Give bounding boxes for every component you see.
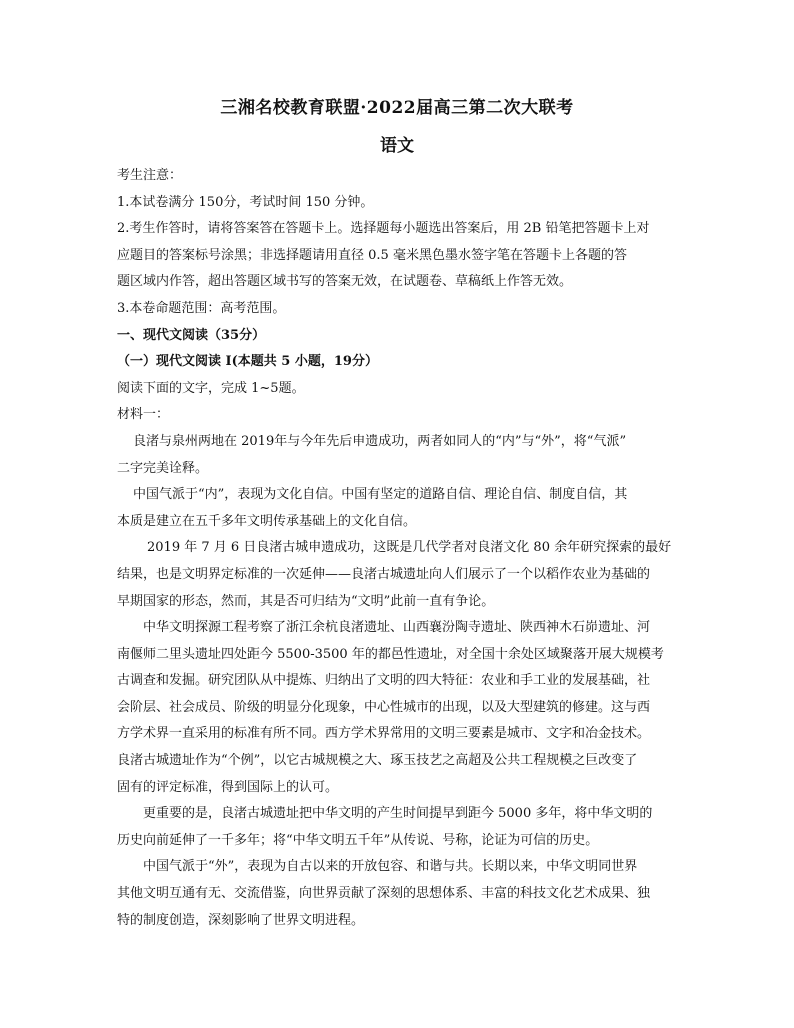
paragraph-1-line-2: 二字完美诠释。 — [117, 460, 209, 476]
notice-item-3: 3.本卷命题范围：高考范围。 — [117, 300, 286, 316]
notice-item-2-line-3: 题区域内作答，超出答题区域书写的答案无效，在试题卷、草稿纸上作答无效。 — [117, 274, 573, 290]
exam-body — [117, 163, 697, 934]
paragraph-2-line-1: 中国气派于“内”，表现为文化自信。中国有坚定的道路自信、理论自信、制度自信，其 — [133, 487, 628, 503]
exam-title: 三湘名校教育联盟·2022届高三第二次大联考 — [220, 98, 574, 118]
subject-title: 语文 — [380, 136, 414, 156]
material-label: 材料一： — [117, 407, 170, 423]
paragraph-3-line-2: 结果，也是文明界定标准的一次延伸——良渚古城遗址向人们展示了一个以稻作农业为基础的 — [117, 566, 651, 582]
section-heading: 一、现代文阅读（35分） — [117, 327, 266, 343]
paragraph-1-line-1: 良渚与泉州两地在 2019年与今年先后申遗成功，两者如同人的“内”与“外”，将“气派” — [133, 433, 627, 449]
paragraph-3-line-3: 早期国家的形态，然而，其是否可归结为“文明”此前一直有争论。 — [117, 593, 495, 609]
paragraph-4-line-1: 中华文明探源工程考察了浙江余杭良渚遗址、山西襄汾陶寺遗址、陕西神木石峁遗址、河 — [143, 620, 651, 636]
instruction: 阅读下面的文字，完成 1~5题。 — [117, 380, 305, 396]
notice-heading: 考生注意： — [117, 168, 183, 183]
paragraph-5-line-1: 更重要的是，良渚古城遗址把中华文明的产生时间提早到距今 5000 多年，将中华文明的 — [143, 806, 653, 822]
paragraph-4-line-2: 南偃师二里头遗址四处距今 5500-3500 年的都邑性遗址，对全国十余处区域聚落开展大规模考 — [117, 646, 664, 662]
paragraph-3-line-1: 2019 年 7 月 6 日良渚古城申遗成功，这既是几代学者对良渚文化 80 余年研究探索的最好 — [147, 540, 672, 556]
paragraph-4-line-4: 会阶层、社会成员、阶级的明显分化现象，中心性城市的出现，以及大型建筑的修建。这与西 — [117, 699, 651, 715]
paragraph-4-line-3: 古调查和发掘。研究团队从中提炼、归纳出了文明的四大特征：农业和手工业的发展基础，社 — [117, 673, 651, 689]
notice-item-2-line-1: 2.考生作答时，请将答案答在答题卡上。选择题每小题选出答案后，用 2B 铅笔把答题卡上对 — [117, 221, 650, 237]
paragraph-4-line-5: 方学术界一直采用的标准有所不同。西方学术界常用的文明三要素是城市、文字和冶金技术。 — [117, 726, 651, 742]
notice-item-1: 1.本试卷满分 150分，考试时间 150 分钟。 — [117, 194, 374, 210]
notice-item-2-line-2: 应题目的答案标号涂黑；非选择题请用直径 0.5 毫米黑色墨水签字笔在答题卡上各题的答 — [117, 247, 627, 263]
paragraph-4-line-7: 固有的评定标准，得到国际上的认可。 — [117, 779, 339, 795]
paragraph-5-line-2: 历史向前延伸了一千多年；将“中华文明五千年”从传说、号称，论证为可信的历史。 — [117, 832, 599, 848]
paragraph-4-line-6: 良渚古城遗址作为“个例”，以它古城规模之大、琢玉技艺之高超及公共工程规模之巨改变了 — [117, 753, 638, 769]
paragraph-6-line-2: 其他文明互通有无、交流借鉴，向世界贡献了深刻的思想体系、丰富的科技文化艺术成果、独 — [117, 886, 651, 902]
paragraph-6-line-1: 中国气派于“外”，表现为自古以来的开放包容、和谐与共。长期以来，中华文明同世界 — [143, 859, 638, 875]
paragraph-2-line-2: 本质是建立在五千多年文明传承基础上的文化自信。 — [117, 513, 417, 529]
paragraph-6-line-3: 特的制度创造，深刻影响了世界文明进程。 — [117, 912, 365, 928]
sub-section-heading: （一）现代文阅读 I(本题共 5 小题，19分） — [117, 354, 378, 370]
